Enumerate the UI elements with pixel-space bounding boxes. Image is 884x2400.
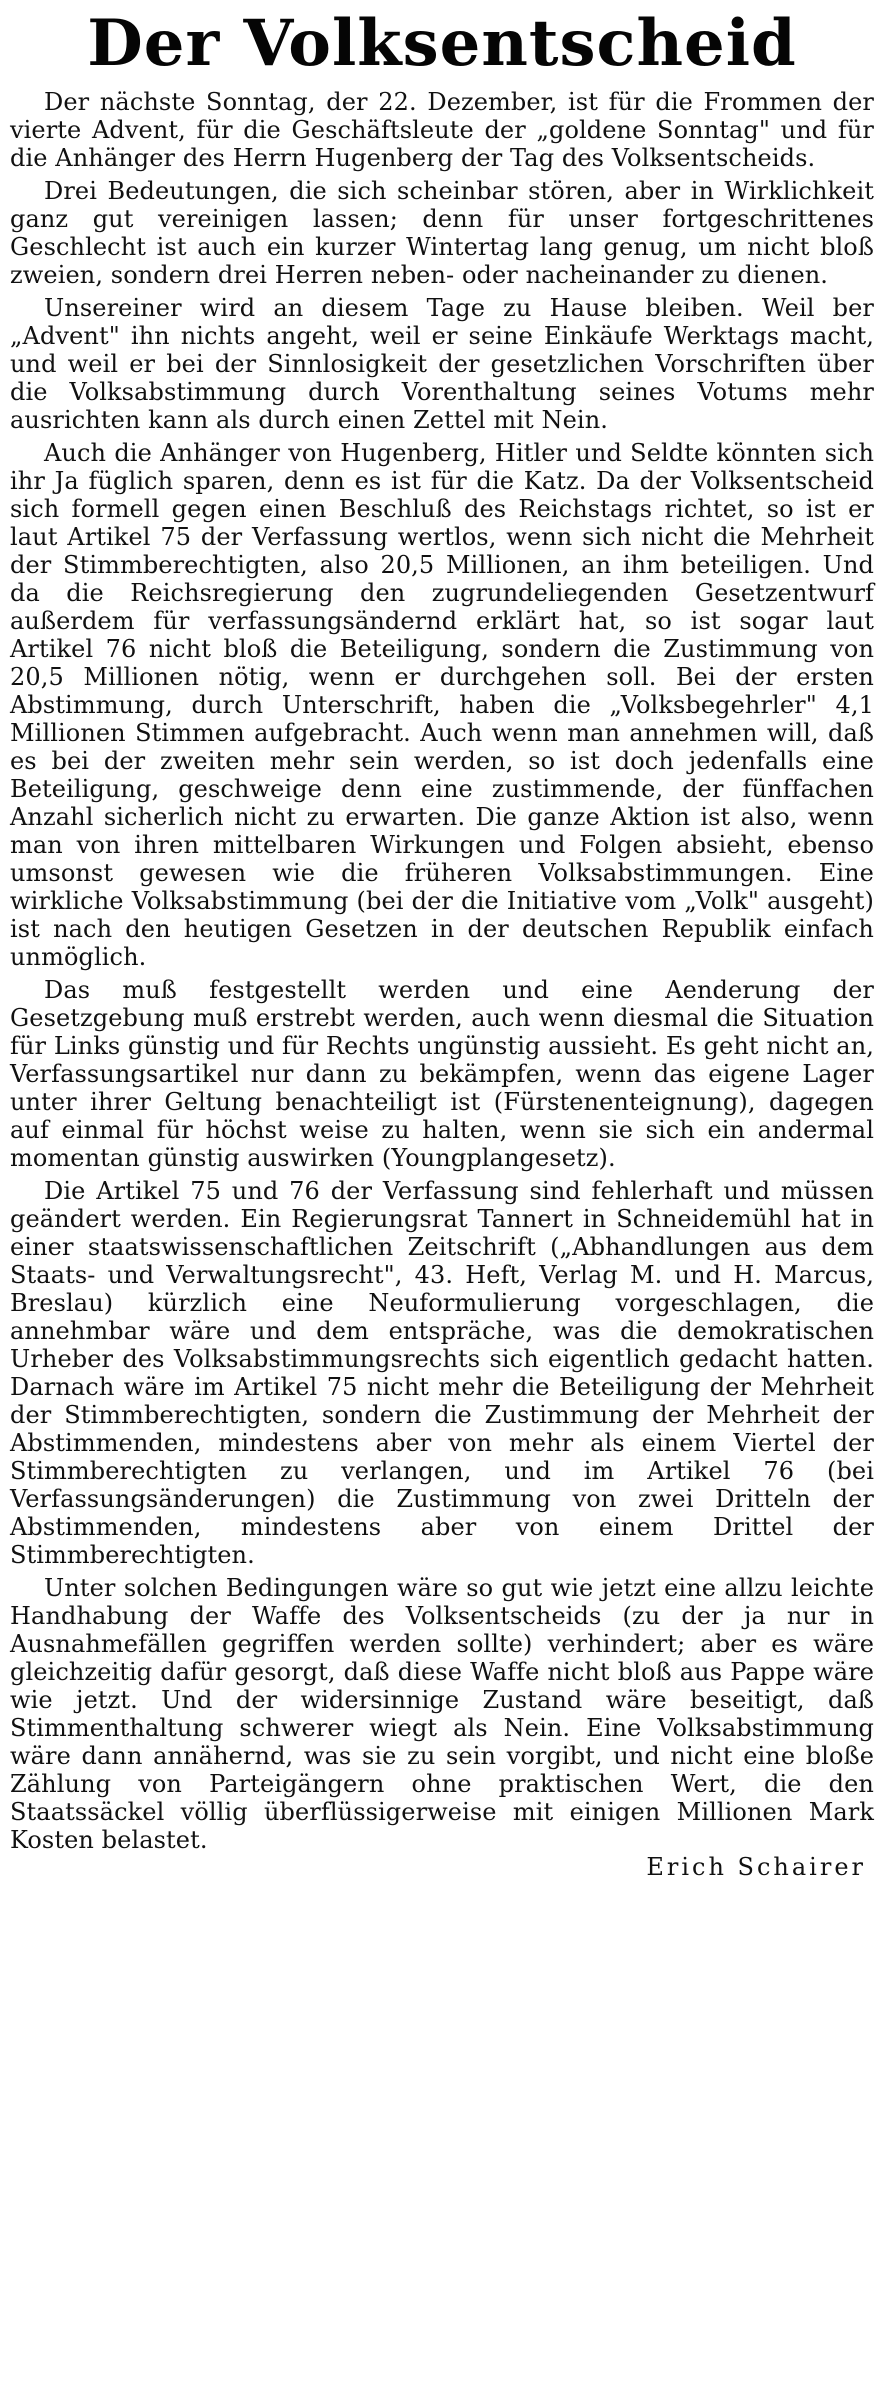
article-paragraph-7: Unter solchen Bedingungen wäre so gut wie jetzt eine allzu leichte Handhabung der Waffe des Volksentscheids (zu der ja nur in Ausnahmefällen gegriffen werden sollte) verhindert; aber es wäre gleichzeitig dafür gesorgt, daß diese Waffe nicht bloß aus Pappe wäre wie jetzt. Und der widersinnige Zustand wäre beseitigt, daß Stimmenthaltung schwerer wiegt als Nein. Eine Volksabstimmung wäre dann annähernd, was sie zu sein vorgibt, und nicht eine bloße Zählung von Parteigängern ohne praktischen Wert, die den Staatssäckel völlig überflüssigerweise mit einigen Millionen Mark Kosten belastet. [10, 1574, 874, 1854]
article-paragraph-6: Die Artikel 75 und 76 der Verfassung sind fehlerhaft und müssen geändert werden. Ein Regierungsrat Tannert in Schneidemühl hat in einer staatswissenschaftlichen Zeitschrift („Abhandlungen aus dem Staats- und Verwaltungsrecht", 43. Heft, Verlag M. und H. Marcus, Breslau) kürzlich eine Neuformulierung vorgeschlagen, die annehmbar wäre und dem entspräche, was die demokratischen Urheber des Volksabstimmungsrechts sich eigentlich gedacht hatten. Darnach wäre im Artikel 75 nicht mehr die Beteiligung der Mehrheit der Stimmberechtigten, sondern die Zustimmung der Mehrheit der Abstimmenden, mindestens aber von mehr als einem Viertel der Stimmberechtigten zu verlangen, und im Artikel 76 (bei Verfassungsänderungen) die Zustimmung von zwei Dritteln der Abstimmenden, mindestens aber von einem Drittel der Stimmberechtigten. [10, 1177, 874, 1569]
article-paragraph-2: Drei Bedeutungen, die sich scheinbar stören, aber in Wirklichkeit ganz gut vereinigen lassen; denn für unser fortgeschrittenes Geschlecht ist auch ein kurzer Wintertag lang genug, um nicht bloß zweien, sondern drei Herren neben- oder nacheinander zu dienen. [10, 177, 874, 289]
article-paragraph-4: Auch die Anhänger von Hugenberg, Hitler und Seldte könnten sich ihr Ja füglich sparen, denn es ist für die Katz. Da der Volksentscheid sich formell gegen einen Beschluß des Reichstags richtet, so ist er laut Artikel 75 der Verfassung wertlos, wenn sich nicht die Mehrheit der Stimmberechtigten, also 20,5 Millionen, an ihm beteiligen. Und da die Reichsregierung den zugrundeliegenden Gesetzentwurf außerdem für verfassungsändernd erklärt hat, so ist sogar laut Artikel 76 nicht bloß die Beteiligung, sondern die Zustimmung von 20,5 Millionen nötig, wenn er durchgehen soll. Bei der ersten Abstimmung, durch Unterschrift, haben die „Volksbegehrler" 4,1 Millionen Stimmen aufgebracht. Auch wenn man annehmen will, daß es bei der zweiten mehr sein werden, so ist doch jedenfalls eine Beteiligung, geschweige denn eine zustimmende, der fünffachen Anzahl sicherlich nicht zu erwarten. Die ganze Aktion ist also, wenn man von ihren mittelbaren Wirkungen und Folgen absieht, ebenso umsonst gewesen wie die früheren Volksabstimmungen. Eine wirkliche Volksabstimmung (bei der die Initiative vom „Volk" ausgeht) ist nach den heutigen Gesetzen in der deutschen Republik einfach unmöglich. [10, 439, 874, 971]
article-paragraph-3: Unsereiner wird an diesem Tage zu Hause bleiben. Weil ber „Advent" ihn nichts angeht, weil er seine Einkäufe Werktags macht, und weil er bei der Sinnlosigkeit der gesetzlichen Vorschriften über die Volksabstimmung durch Vorenthaltung seines Votums mehr ausrichten kann als durch einen Zettel mit Nein. [10, 294, 874, 434]
author-byline: Erich Schairer [646, 1853, 866, 1881]
article-headline: Der Volksentscheid [87, 6, 797, 81]
article-body [10, 88, 874, 1881]
article-paragraph-5: Das muß festgestellt werden und eine Aenderung der Gesetzgebung muß erstrebt werden, auch wenn diesmal die Situation für Links günstig und für Rechts ungünstig aussieht. Es geht nicht an, Verfassungsartikel nur dann zu bekämpfen, wenn das eigene Lager unter ihrer Geltung benachteiligt ist (Fürstenenteignung), dagegen auf einmal für höchst weise zu halten, wenn sie sich ein andermal momentan günstig auswirken (Youngplangesetz). [10, 976, 874, 1172]
article-paragraph-1: Der nächste Sonntag, der 22. Dezember, ist für die Frommen der vierte Advent, für die Geschäftsleute der „goldene Sonntag" und für die Anhänger des Herrn Hugenberg der Tag des Volksentscheids. [10, 88, 874, 172]
